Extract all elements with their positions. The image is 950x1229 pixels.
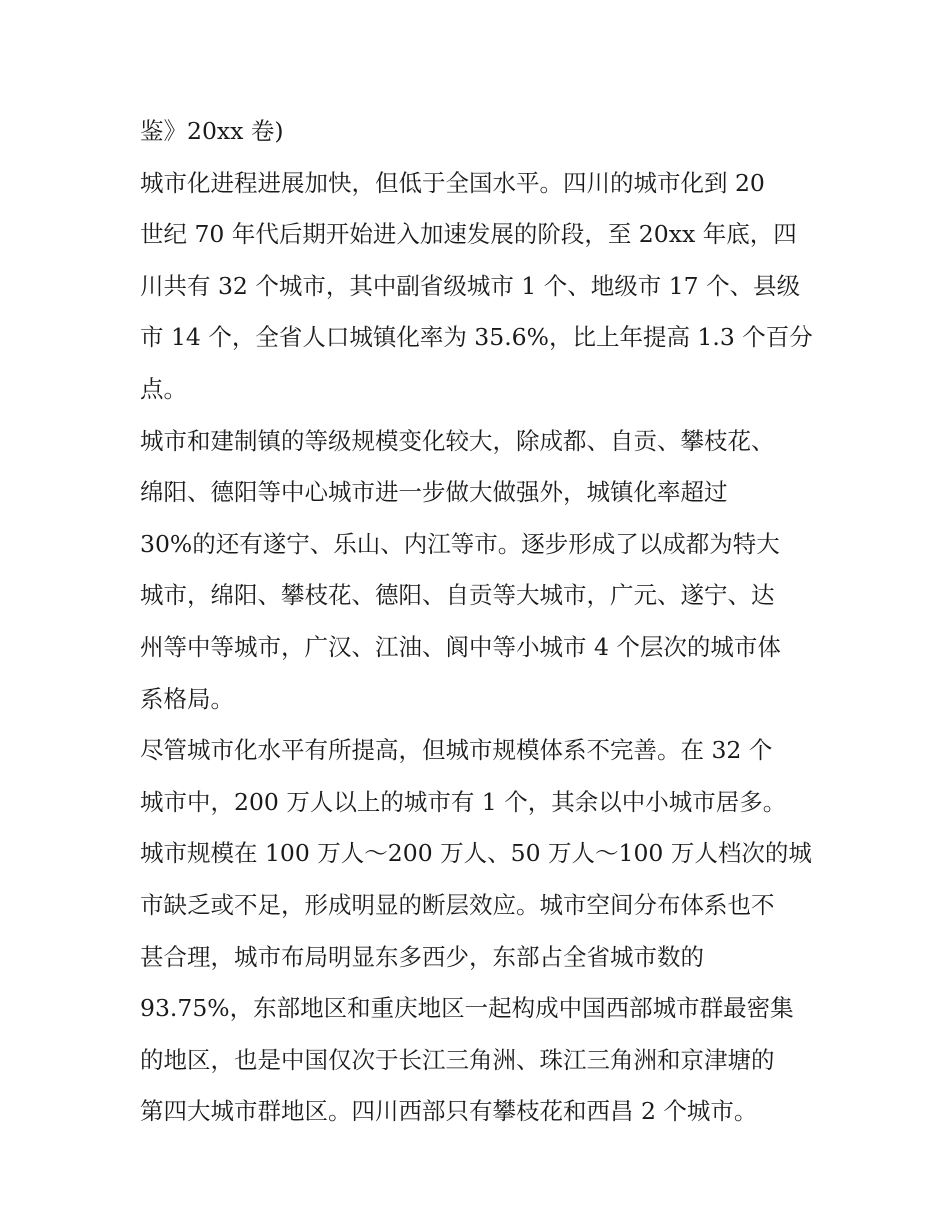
- text-line: 鉴》20xx 卷): [140, 117, 284, 145]
- text-line: 甚合理，城市布局明显东多西少，东部占全省城市数的: [140, 942, 704, 971]
- text-line: 市 14 个，全省人口城镇化率为 35.6%，比上年提高 1.3 个百分: [140, 323, 813, 352]
- text-line: 川共有 32 个城市，其中副省级城市 1 个、地级市 17 个、县级: [140, 271, 801, 300]
- text-line: 城市，绵阳、攀枝花、德阳、自贡等大城市，广元、遂宁、达: [140, 581, 775, 610]
- text-line: 30%的还有遂宁、乐山、内江等市。逐步形成了以成都为特大: [140, 529, 780, 558]
- text-line: 尽管城市化水平有所提高，但城市规模体系不完善。在 32 个: [140, 736, 773, 765]
- text-line: 点。: [140, 374, 187, 403]
- text-line: 市缺乏或不足，形成明显的断层效应。城市空间分布体系也不: [140, 890, 775, 919]
- text-line: 世纪 70 年代后期开始进入加速发展的阶段，至 20xx 年底，四: [140, 220, 797, 249]
- text-line: 州等中等城市，广汉、江油、阆中等小城市 4 个层次的城市体: [140, 632, 781, 661]
- text-line: 城市规模在 100 万人～200 万人、50 万人～100 万人档次的城: [140, 839, 812, 868]
- text-line: 第四大城市群地区。四川西部只有攀枝花和西昌 2 个城市。: [140, 1097, 758, 1126]
- text-line: 系格局。: [140, 684, 234, 713]
- text-line: 93.75%，东部地区和重庆地区一起构成中国西部城市群最密集: [140, 994, 794, 1023]
- document-body: [140, 106, 820, 1138]
- text-line: 城市和建制镇的等级规模变化较大，除成都、自贡、攀枝花、: [140, 426, 775, 455]
- text-line: 绵阳、德阳等中心城市进一步做大做强外，城镇化率超过: [140, 478, 728, 507]
- text-line: 城市中，200 万人以上的城市有 1 个，其余以中小城市居多。: [140, 787, 787, 816]
- text-line: 城市化进程进展加快，但低于全国水平。四川的城市化到 20: [140, 168, 765, 197]
- text-line: 的地区，也是中国仅次于长江三角洲、珠江三角洲和京津塘的: [140, 1045, 775, 1074]
